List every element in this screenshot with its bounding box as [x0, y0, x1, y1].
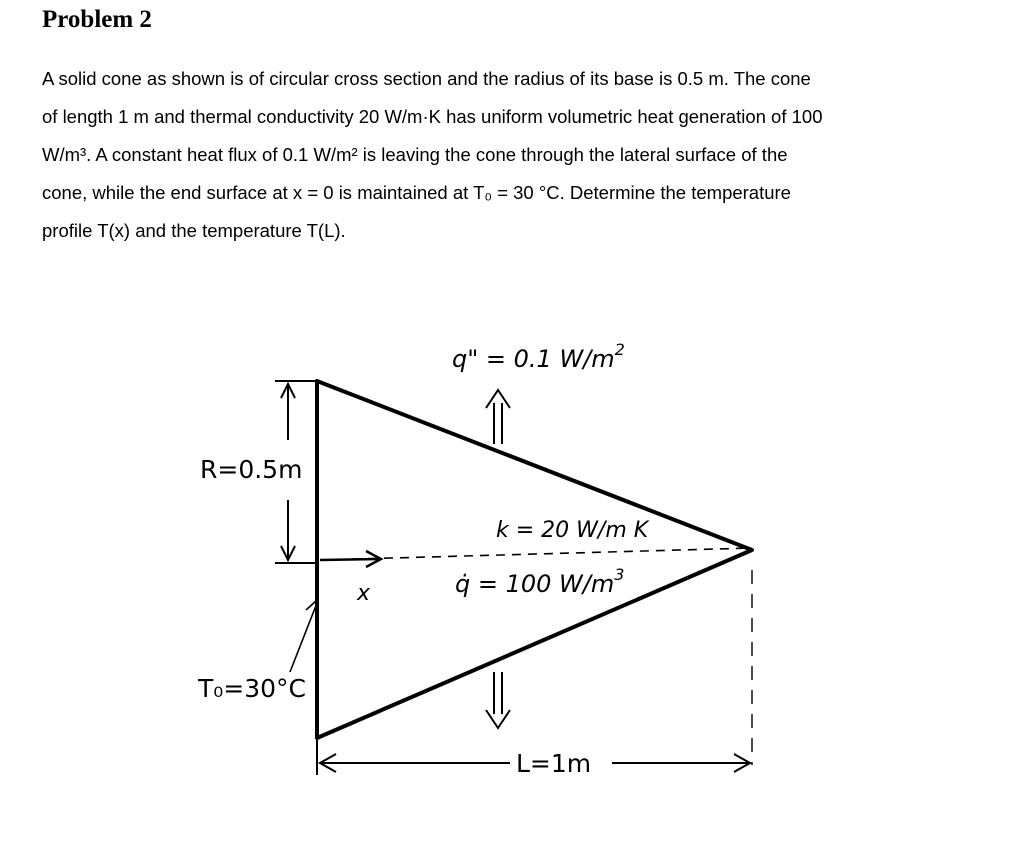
centerline	[320, 548, 752, 560]
heat-flux-out-down-arrow	[486, 672, 510, 728]
heat-flux-label: q" = 0.1 $W/m^2$	[452, 340, 625, 373]
heat-generation-label: q̇ = 100 $W/m^3$	[455, 565, 625, 598]
length-label: L=1m	[516, 749, 592, 778]
statement-line-2: of length 1 m and thermal conductivity 20 W/m·K has uniform volumetric heat generation of 100	[42, 106, 823, 127]
statement-line-5: profile T(x) and the temperature T(L).	[42, 220, 346, 241]
base-temp-pointer	[290, 603, 317, 672]
x-axis-arrow	[320, 559, 380, 560]
problem-title: Problem 2	[42, 6, 152, 33]
radius-label: R=0.5m	[200, 455, 303, 484]
heat-flux-out-up-arrow	[486, 390, 510, 444]
base-temp-label: T₀=30°C	[198, 674, 307, 703]
statement-line-3: W/m³. A constant heat flux of 0.1 W/m² is leaving the cone through the lateral surface of the	[42, 144, 788, 165]
statement-line-1: A solid cone as shown is of circular cross section and the radius of its base is 0.5 m. The cone	[42, 68, 811, 89]
statement-line-4: cone, while the end surface at x = 0 is maintained at T₀ = 30 °C. Determine the temperature	[42, 182, 791, 203]
x-axis-label: x	[357, 581, 371, 606]
conductivity-label: k = 20 W/m K	[496, 518, 649, 543]
